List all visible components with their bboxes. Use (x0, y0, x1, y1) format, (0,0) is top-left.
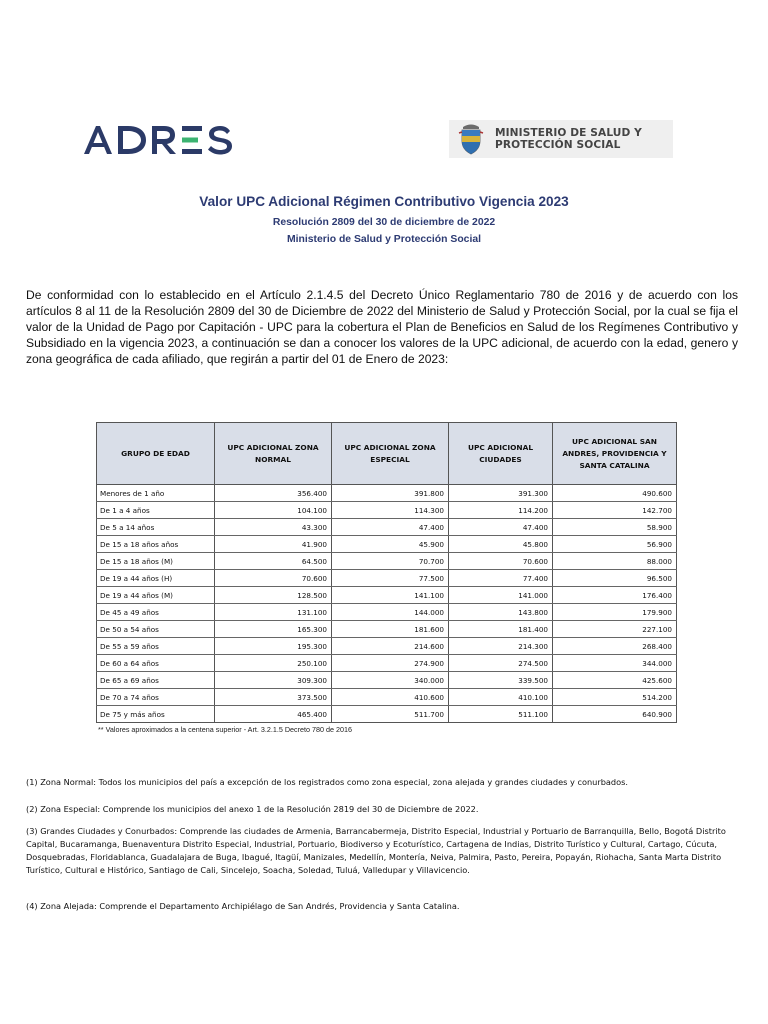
table-row (97, 638, 677, 655)
footnote-zona-normal: (1) Zona Normal: Todos los municipios del país a excepción de los registrados como zona especial, zona alejada y grandes ciudades y conurbados. (26, 777, 628, 787)
table-row (97, 536, 677, 553)
table-row (97, 689, 677, 706)
coat-of-arms-icon (457, 123, 485, 155)
cell-value-san-andres: 490.600 (553, 485, 677, 502)
cell-value-especial: 511.700 (332, 706, 449, 723)
cell-age-group: De 1 a 4 años (97, 502, 215, 519)
cell-value-san-andres: 142.700 (553, 502, 677, 519)
table-row (97, 485, 677, 502)
ministerio-line1: MINISTERIO DE SALUD Y (495, 127, 642, 139)
cell-age-group: De 70 a 74 años (97, 689, 215, 706)
cell-value-normal: 131.100 (215, 604, 332, 621)
table-row (97, 587, 677, 604)
cell-age-group: De 50 a 54 años (97, 621, 215, 638)
cell-value-especial: 214.600 (332, 638, 449, 655)
cell-value-normal: 41.900 (215, 536, 332, 553)
cell-value-especial: 274.900 (332, 655, 449, 672)
cell-value-normal: 43.300 (215, 519, 332, 536)
cell-age-group: De 19 a 44 años (M) (97, 587, 215, 604)
cell-value-normal: 165.300 (215, 621, 332, 638)
cell-value-san-andres: 58.900 (553, 519, 677, 536)
table-row (97, 672, 677, 689)
cell-value-normal: 356.400 (215, 485, 332, 502)
cell-value-especial: 340.000 (332, 672, 449, 689)
page-subtitle-ministry: Ministerio de Salud y Protección Social (286, 234, 481, 245)
cell-value-normal: 64.500 (215, 553, 332, 570)
cell-age-group: De 55 a 59 años (97, 638, 215, 655)
cell-value-especial: 47.400 (332, 519, 449, 536)
column-header-zona-normal: UPC ADICIONAL ZONA NORMAL (215, 423, 332, 485)
table-row (97, 570, 677, 587)
page-subtitle-resolution: Resolución 2809 del 30 de diciembre de 2022 (272, 217, 496, 228)
cell-age-group: De 15 a 18 años (M) (97, 553, 215, 570)
table-note: ** Valores aproximados a la centena superior - Art. 3.2.1.5 Decreto 780 de 2016 (98, 725, 352, 734)
cell-value-ciudades: 391.300 (449, 485, 553, 502)
cell-value-san-andres: 344.000 (553, 655, 677, 672)
cell-value-normal: 373.500 (215, 689, 332, 706)
cell-value-especial: 45.900 (332, 536, 449, 553)
footnote-grandes-ciudades: (3) Grandes Ciudades y Conurbados: Comprende las ciudades de Armenia, Barrancabermeja, Distrito Especial, Industrial y Portuario de Barranquilla, Bello, Bogotá Distrito Capital, Bucaramanga, Buenaventura Distrito Especial, Industrial, Portuario, Biodiverso y Ecoturístico, Cartagena de Indias, Distrito Turístico y Cultural, Cartago, Cúcuta, Dosquebradas, Floridablanca, Guadalajara de Buga, Ibagué, Itagüí, Manizales, Medellín, Montería, Neiva, Palmira, Pasto, Pereira, Popayán, Riohacha, Santa Marta Distrito Turístico, Cultural e Histórico, Santiago de Cali, Sincelejo, Soacha, Soledad, Tuluá, Valledupar y Villavicencio. (26, 826, 726, 875)
cell-age-group: De 5 a 14 años (97, 519, 215, 536)
cell-age-group: De 65 a 69 años (97, 672, 215, 689)
cell-value-san-andres: 96.500 (553, 570, 677, 587)
cell-age-group: De 19 a 44 años (H) (97, 570, 215, 587)
cell-value-especial: 410.600 (332, 689, 449, 706)
table-body (97, 485, 677, 723)
cell-value-especial: 144.000 (332, 604, 449, 621)
column-header-age-group: GRUPO DE EDAD (97, 423, 215, 485)
cell-value-ciudades: 274.500 (449, 655, 553, 672)
cell-value-ciudades: 70.600 (449, 553, 553, 570)
cell-value-san-andres: 176.400 (553, 587, 677, 604)
cell-value-normal: 104.100 (215, 502, 332, 519)
table-row (97, 621, 677, 638)
cell-value-san-andres: 640.900 (553, 706, 677, 723)
cell-value-san-andres: 514.200 (553, 689, 677, 706)
cell-value-ciudades: 141.000 (449, 587, 553, 604)
cell-value-especial: 77.500 (332, 570, 449, 587)
upc-table (96, 422, 677, 723)
cell-value-ciudades: 47.400 (449, 519, 553, 536)
cell-value-especial: 391.800 (332, 485, 449, 502)
cell-value-ciudades: 143.800 (449, 604, 553, 621)
table-row (97, 604, 677, 621)
cell-value-ciudades: 181.400 (449, 621, 553, 638)
table-row (97, 519, 677, 536)
column-header-zona-especial: UPC ADICIONAL ZONA ESPECIAL (332, 423, 449, 485)
cell-value-ciudades: 410.100 (449, 689, 553, 706)
cell-value-ciudades: 214.300 (449, 638, 553, 655)
table-row (97, 706, 677, 723)
table-row (97, 553, 677, 570)
cell-value-san-andres: 56.900 (553, 536, 677, 553)
intro-paragraph: De conformidad con lo establecido en el Artículo 2.1.4.5 del Decreto Único Reglamentario 780 de 2016 y de acuerdo con los artículos 8 al 11 de la Resolución 2809 del 30 de Diciembre de 2022 del Ministerio de Salud y Protección Social, por la cual se fija el valor de la Unidad de Pago por Capitación - UPC para la cobertura el Plan de Beneficios en Salud de los Regímenes Contributivo y Subsidiado en la vigencia 2023, a continuación se dan a conocer los valores de la UPC adicional, de acuerdo con la edad, genero y zona geográfica de cada afiliado, que regirán a partir del 01 de Enero de 2023: (26, 288, 738, 366)
footnote-zona-especial: (2) Zona Especial: Comprende los municipios del anexo 1 de la Resolución 2819 del 30 de Diciembre de 2022. (26, 804, 479, 814)
cell-value-normal: 250.100 (215, 655, 332, 672)
cell-age-group: De 15 a 18 años años (97, 536, 215, 553)
adres-logo (82, 118, 244, 160)
cell-value-normal: 465.400 (215, 706, 332, 723)
cell-value-normal: 128.500 (215, 587, 332, 604)
cell-age-group: Menores de 1 año (97, 485, 215, 502)
table-header-row (97, 423, 677, 485)
cell-age-group: De 60 a 64 años (97, 655, 215, 672)
cell-value-san-andres: 268.400 (553, 638, 677, 655)
table-row (97, 655, 677, 672)
ministerio-logo (449, 120, 673, 158)
cell-value-normal: 195.300 (215, 638, 332, 655)
cell-value-normal: 309.300 (215, 672, 332, 689)
page-title: Valor UPC Adicional Régimen Contributivo Vigencia 2023 (199, 194, 569, 209)
cell-value-especial: 141.100 (332, 587, 449, 604)
cell-value-especial: 114.300 (332, 502, 449, 519)
column-header-ciudades: UPC ADICIONAL CIUDADES (449, 423, 553, 485)
cell-value-san-andres: 88.000 (553, 553, 677, 570)
column-header-san-andres: UPC ADICIONAL SAN ANDRES, PROVIDENCIA Y SANTA CATALINA (553, 423, 677, 485)
cell-value-ciudades: 114.200 (449, 502, 553, 519)
ministerio-line2: PROTECCIÓN SOCIAL (495, 139, 621, 151)
cell-value-san-andres: 425.600 (553, 672, 677, 689)
cell-value-especial: 70.700 (332, 553, 449, 570)
footnote-zona-alejada: (4) Zona Alejada: Comprende el Departamento Archipiélago de San Andrés, Providencia y Santa Catalina. (26, 901, 460, 911)
cell-value-ciudades: 77.400 (449, 570, 553, 587)
cell-value-san-andres: 179.900 (553, 604, 677, 621)
cell-value-san-andres: 227.100 (553, 621, 677, 638)
cell-value-normal: 70.600 (215, 570, 332, 587)
table-row (97, 502, 677, 519)
cell-age-group: De 45 a 49 años (97, 604, 215, 621)
cell-value-ciudades: 511.100 (449, 706, 553, 723)
cell-value-ciudades: 45.800 (449, 536, 553, 553)
cell-age-group: De 75 y más años (97, 706, 215, 723)
cell-value-especial: 181.600 (332, 621, 449, 638)
cell-value-ciudades: 339.500 (449, 672, 553, 689)
